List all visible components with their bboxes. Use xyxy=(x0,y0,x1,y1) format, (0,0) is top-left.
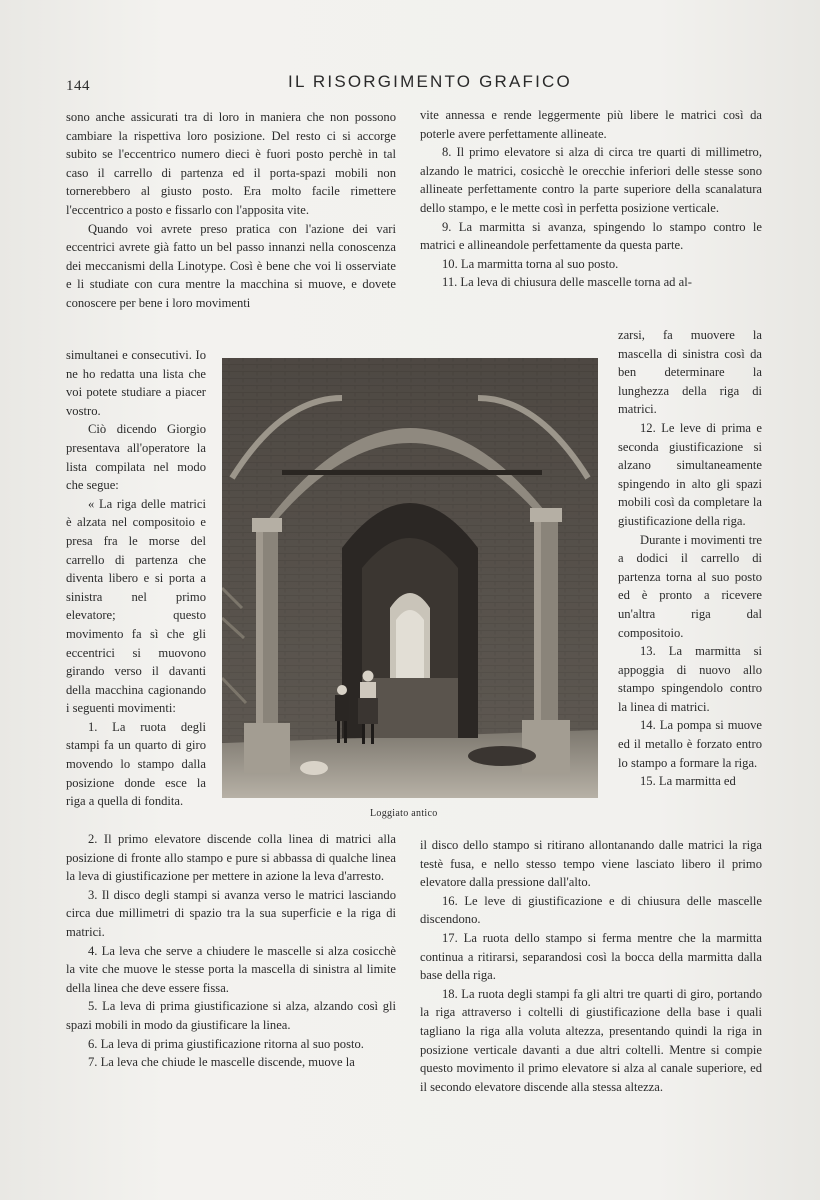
text-column-right-narrow xyxy=(618,326,762,791)
list-item: 5. La leva di prima giustificazione si alza, alzando così gli spazi mobili in modo da giustificare la linea. xyxy=(66,999,396,1032)
list-item: 6. La leva di prima giustificazione ritorna al suo posto. xyxy=(88,1036,364,1051)
text-column-left-narrow xyxy=(66,346,206,811)
paragraph: Quando voi avrete preso pratica con l'azione dei vari eccentrici avrete già fatto un bel passo innanzi nella conoscenza dei meccanismi della Linotype. Così è bene che voi li osserviate e li studiate con cura mentre la macchina si muove, e dovete conoscere per bene i loro movimenti xyxy=(66,221,396,310)
loggia-illustration xyxy=(222,358,598,798)
list-item: 16. Le leve di giustificazione e di chiusura delle mascelle discendono. xyxy=(420,893,762,927)
text-column-left-top xyxy=(66,108,396,313)
list-item: 10. La marmitta torna al suo posto. xyxy=(442,256,619,271)
list-item: 13. La marmitta si appoggia di nuovo allo stampo spingendolo contro la linea di matrici. xyxy=(618,644,762,714)
list-item: 9. La marmitta si avanza, spingendo lo stampo contro le matrici e allineandole perfettamente da questa parte. xyxy=(420,219,762,253)
paragraph: il disco dello stampo si ritirano allontanando dalle matrici la riga testè fusa, e nello stesso tempo viene lasciato libero il primo elevatore dalla pressione dall'alto. xyxy=(420,838,762,890)
text-column-right-bottom xyxy=(420,836,762,1096)
list-item: 2. Il primo elevatore discende colla linea di matrici alla posizione di fronte allo stampo e pure si abbassa di qualche linea la leva di giustificazione per mettere in azione la leva d'arresto. xyxy=(66,832,396,884)
list-item: 1. La ruota degli stampi fa un quarto di giro movendo lo stampo dalla posizione donde esce la riga a quella di fondita. xyxy=(66,719,206,809)
list-item: 7. La leva che chiude le mascelle discende, muove la xyxy=(88,1055,355,1070)
figure-caption: Loggiato antico xyxy=(370,808,438,819)
photograph-loggia xyxy=(222,358,598,798)
list-item: 14. La pompa si muove ed il metallo è forzato entro lo stampo a formare la riga. xyxy=(618,718,762,770)
paragraph: Ciò dicendo Giorgio presentava all'operatore la lista compilata nel modo che segue: xyxy=(66,422,206,493)
list-item: 12. Le leve di prima e seconda giustificazione si alzano simultaneamente spingendo in alto gli spazi mobili così da completare la giustificazione della riga. xyxy=(618,420,762,528)
paragraph: zarsi, fa muovere la mascella di sinistra così da ben determinare la lunghezza della riga di matrici. xyxy=(618,328,762,417)
paragraph: vite annessa e rende leggermente più libere le matrici così da poterle avere perfettamente allineate. xyxy=(420,108,762,141)
paragraph: sono anche assicurati tra di loro in maniera che non possono cambiare la rispettiva loro posizione. Del resto ci si accorge subito se l'eccentrico numero dieci è fuori posto perchè in tal caso il carrello di partenza ed il porta-spazi mobili non tornerebbero al giusto posto. Era molto facile rimettere l'eccentrico a posto e fissarlo con l'apposita vite. xyxy=(66,110,396,217)
list-item: 3. Il disco degli stampi si avanza verso le matrici lasciando circa due millimetri di spazio tra la sua superficie e la riga di matrici. xyxy=(66,887,396,939)
list-item: 11. La leva di chiusura delle mascelle torna ad al- xyxy=(442,275,692,290)
list-item: 8. Il primo elevatore si alza di circa tre quarti di millimetro, alzando le matrici, cosicchè le orecchie inferiori delle stesse sono allineate perfettamente contro la parte superiore della scanalatura dello stampo, e le mette così in perfetta posizione verticale. xyxy=(420,145,762,215)
list-item: 15. La marmitta ed xyxy=(640,774,736,789)
paragraph: simultanei e consecutivi. Io ne ho redatta una lista che voi potete studiare a piacer vostro. xyxy=(66,348,206,418)
text-column-right-top xyxy=(420,106,762,292)
paragraph: Durante i movimenti tre a dodici il carrello di partenza torna al suo posto ed è pronto a ricevere un'altra riga dal compositoio. xyxy=(618,532,762,640)
text-column-left-bottom xyxy=(66,830,396,1072)
list-item: 18. La ruota degli stampi fa gli altri tre quarti di giro, portando la riga attraverso i coltelli di giustificazione della base i quali tagliano la riga alla voluta altezza, presentando quindi la riga in posizione verticale davanti a due altri coltelli. Mentre si compie questo movimento il primo elevatore si alza al canale superiore, ed il secondo elevatore discende alla stessa altezza. xyxy=(420,986,762,1094)
list-item: 4. La leva che serve a chiudere le mascelle si alza cosicchè la vite che muove le stesse porta la mascella di sinistra al limite della linea che deve essere fissa. xyxy=(66,943,396,995)
paragraph: « La riga delle matrici è alzata nel compositoio e presa fra le morse del carrello di partenza che diventa libero e si porta a sinistra nel primo elevatore; questo movimento fa sì che gli eccentrici si muovono girando verso il davanti della macchina cagionando i seguenti movimenti: xyxy=(66,496,206,716)
page-number: 144 xyxy=(66,78,90,94)
running-title: IL RISORGIMENTO GRAFICO xyxy=(288,72,572,91)
list-item: 17. La ruota dello stampo si ferma mentre che la marmitta continua a ritirarsi, separandosi così la bocca della marmitta dalla base della riga. xyxy=(420,930,762,983)
